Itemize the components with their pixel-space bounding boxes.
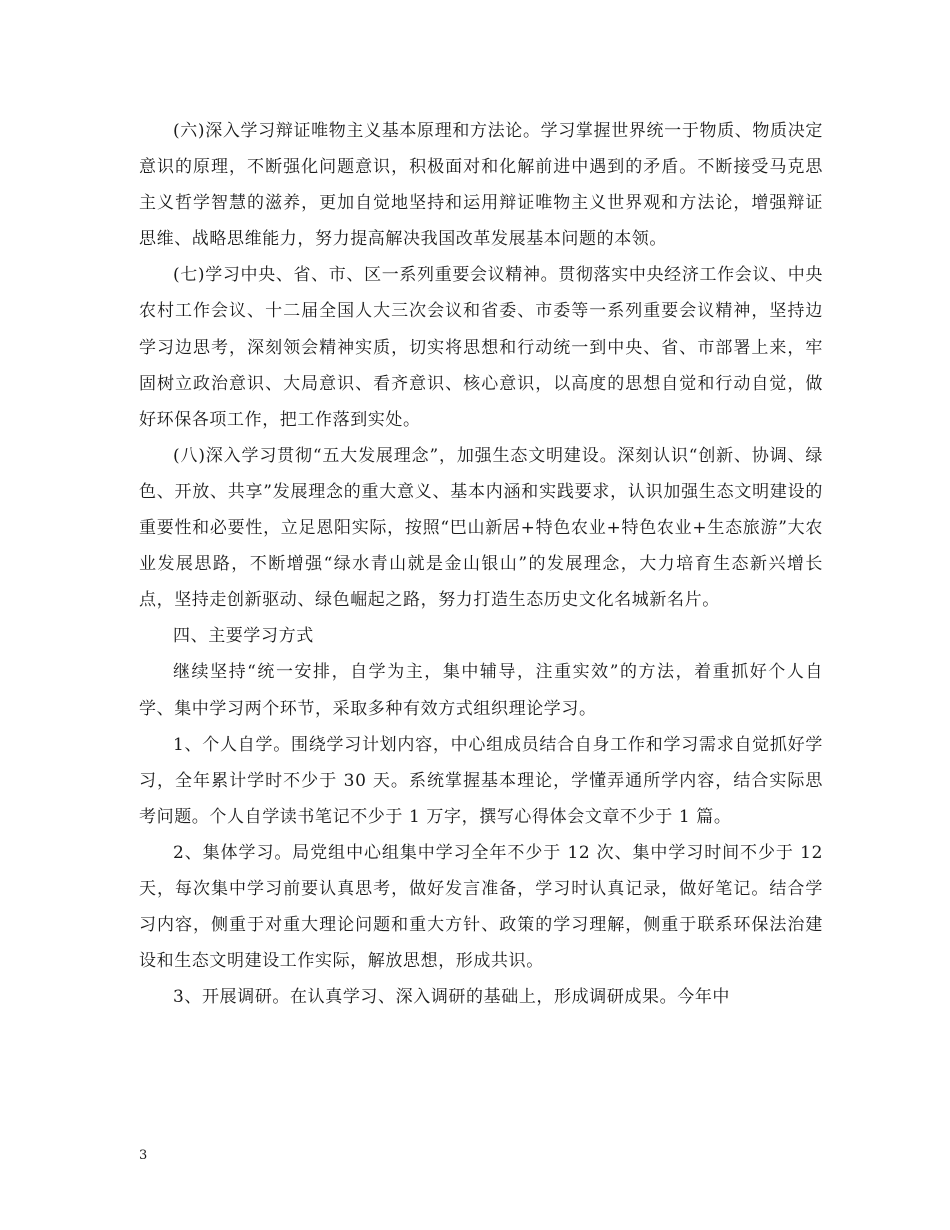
paragraph-section-6: (六)深入学习辩证唯物主义基本原理和方法论。学习掌握世界统一于物质、物质决定意识的原理，不断强化问题意识，积极面对和化解前进中遇到的矛盾。不断接受马克思主义哲学智慧的滋养，更加自觉地坚持和运用辩证唯物主义世界观和方法论，增强辩证思维、战略思维能力，努力提高解决我国改革发展基本问题的本领。: [139, 121, 823, 250]
paragraph-methods-intro: 继续坚持“统一安排，自学为主，集中辅导，注重实效”的方法，着重抓好个人自学、集中学习两个环节，采取多种有效方式组织理论学习。: [139, 662, 823, 719]
section-heading-study-methods: 四、主要学习方式: [173, 626, 314, 647]
document-body: [139, 113, 823, 1015]
paragraph-group-study: 2、集体学习。局党组中心组集中学习全年不少于 12 次、集中学习时间不少于 12 天，每次集中学习前要认真思考，做好发言准备，学习时认真记录，做好笔记。结合学习内容，侧重于对重大理论问题和重大方针、政策的学习理解，侧重于联系环保法治建设和生态文明建设工作实际，解放思想，形成共识。: [139, 842, 823, 972]
paragraph-section-8: (八)深入学习贯彻“五大发展理念”，加强生态文明建设。深刻认识“创新、协调、绿色、开放、共享”发展理念的重大意义、基本内涵和实践要求，认识加强生态文明建设的重要性和必要性，立足恩阳实际，按照“巴山新居+特色农业+特色农业+生态旅游”大农业发展思路，不断增强“绿水青山就是金山银山”的发展理念，大力培育生态新兴增长点，坚持走创新驱动、绿色崛起之路，努力打造生态历史文化名城新名片。: [139, 445, 823, 611]
paragraph-section-7: (七)学习中央、省、市、区一系列重要会议精神。贯彻落实中央经济工作会议、中央农村工作会议、十二届全国人大三次会议和省委、市委等一系列重要会议精神，坚持边学习边思考，深刻领会精神实质，切实将思想和行动统一到中央、省、市部署上来，牢固树立政治意识、大局意识、看齐意识、核心意识，以高度的思想自觉和行动自觉，做好环保各项工作，把工作落到实处。: [139, 265, 823, 430]
paragraph-self-study: 1、个人自学。围绕学习计划内容，中心组成员结合自身工作和学习需求自觉抓好学习，全年累计学时不少于 30 天。系统掌握基本理论，学懂弄通所学内容，结合实际思考问题。个人自学读书笔记不少于 1 万字，撰写心得体会文章不少于 1 篇。: [139, 734, 823, 827]
page-number: 3: [139, 1148, 148, 1163]
paragraph-research: 3、开展调研。在认真学习、深入调研的基础上，形成调研成果。今年中: [173, 987, 731, 1008]
